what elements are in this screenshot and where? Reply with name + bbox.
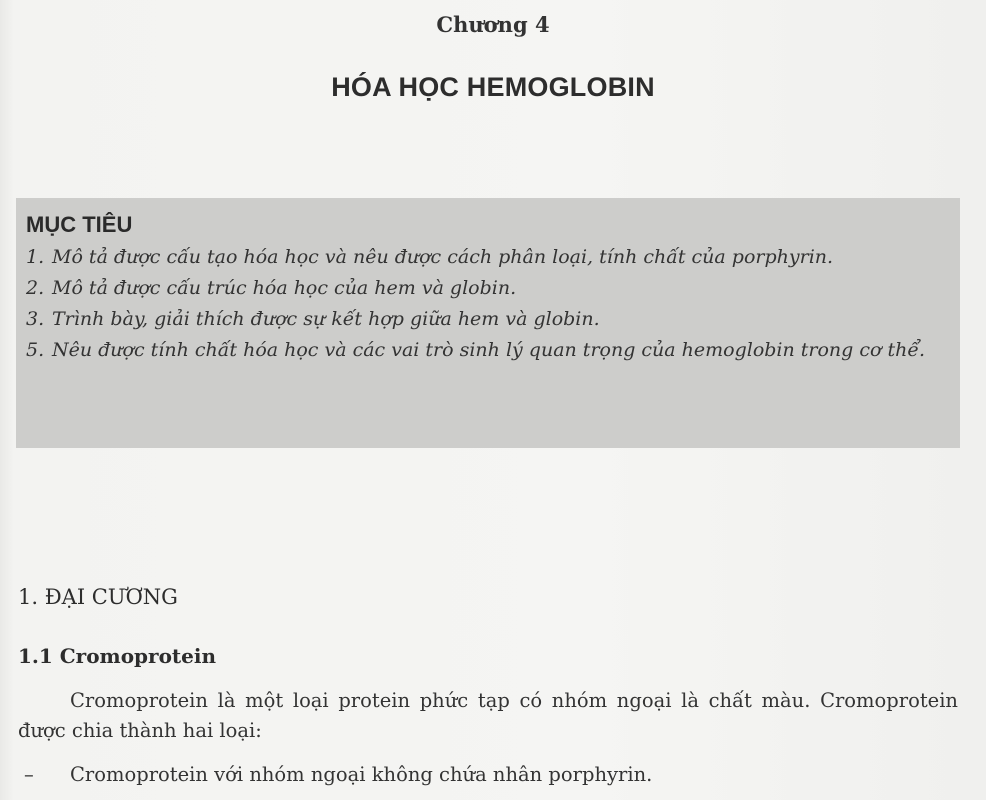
objective-list [26,244,950,364]
objective-item [26,337,950,364]
bullet-item [18,760,652,790]
objective-text: Trình bày, giải thích được sự kết hợp giữa hem và globin. [52,308,600,330]
paragraph-text: Cromoprotein là một loại protein phức tạp có nhóm ngoại là chất màu. Cromoprotein được chia thành hai loại: [18,689,958,742]
bullet-text: Cromoprotein với nhóm ngoại không chứa nhân porphyrin. [70,763,653,786]
objective-text: Nêu được tính chất hóa học và các vai trò sinh lý quan trọng của hemoglobin trong cơ thể. [52,339,926,361]
objective-text: Mô tả được cấu trúc hóa học của hem và globin. [52,277,517,299]
subsection-heading: 1.1 Cromoprotein [18,644,217,668]
objective-item [26,244,950,271]
bullet-dash: – [24,763,34,786]
objectives-heading: MỤC TIÊU [26,212,133,237]
objective-number: 5. [26,339,45,361]
section-heading: 1. ĐẠI CƯƠNG [18,585,178,609]
objectives-box [16,198,960,448]
body-paragraph [18,686,958,746]
objective-number: 3. [26,308,45,330]
chapter-label: Chương 4 [436,12,550,37]
objective-text: Mô tả được cấu tạo hóa học và nêu được cách phân loại, tính chất của porphyrin. [52,246,834,268]
objective-item [26,275,950,302]
objective-item [26,306,950,333]
objective-number: 1. [26,246,45,268]
objective-number: 2. [26,277,45,299]
chapter-title: HÓA HỌC HEMOGLOBIN [331,72,655,102]
